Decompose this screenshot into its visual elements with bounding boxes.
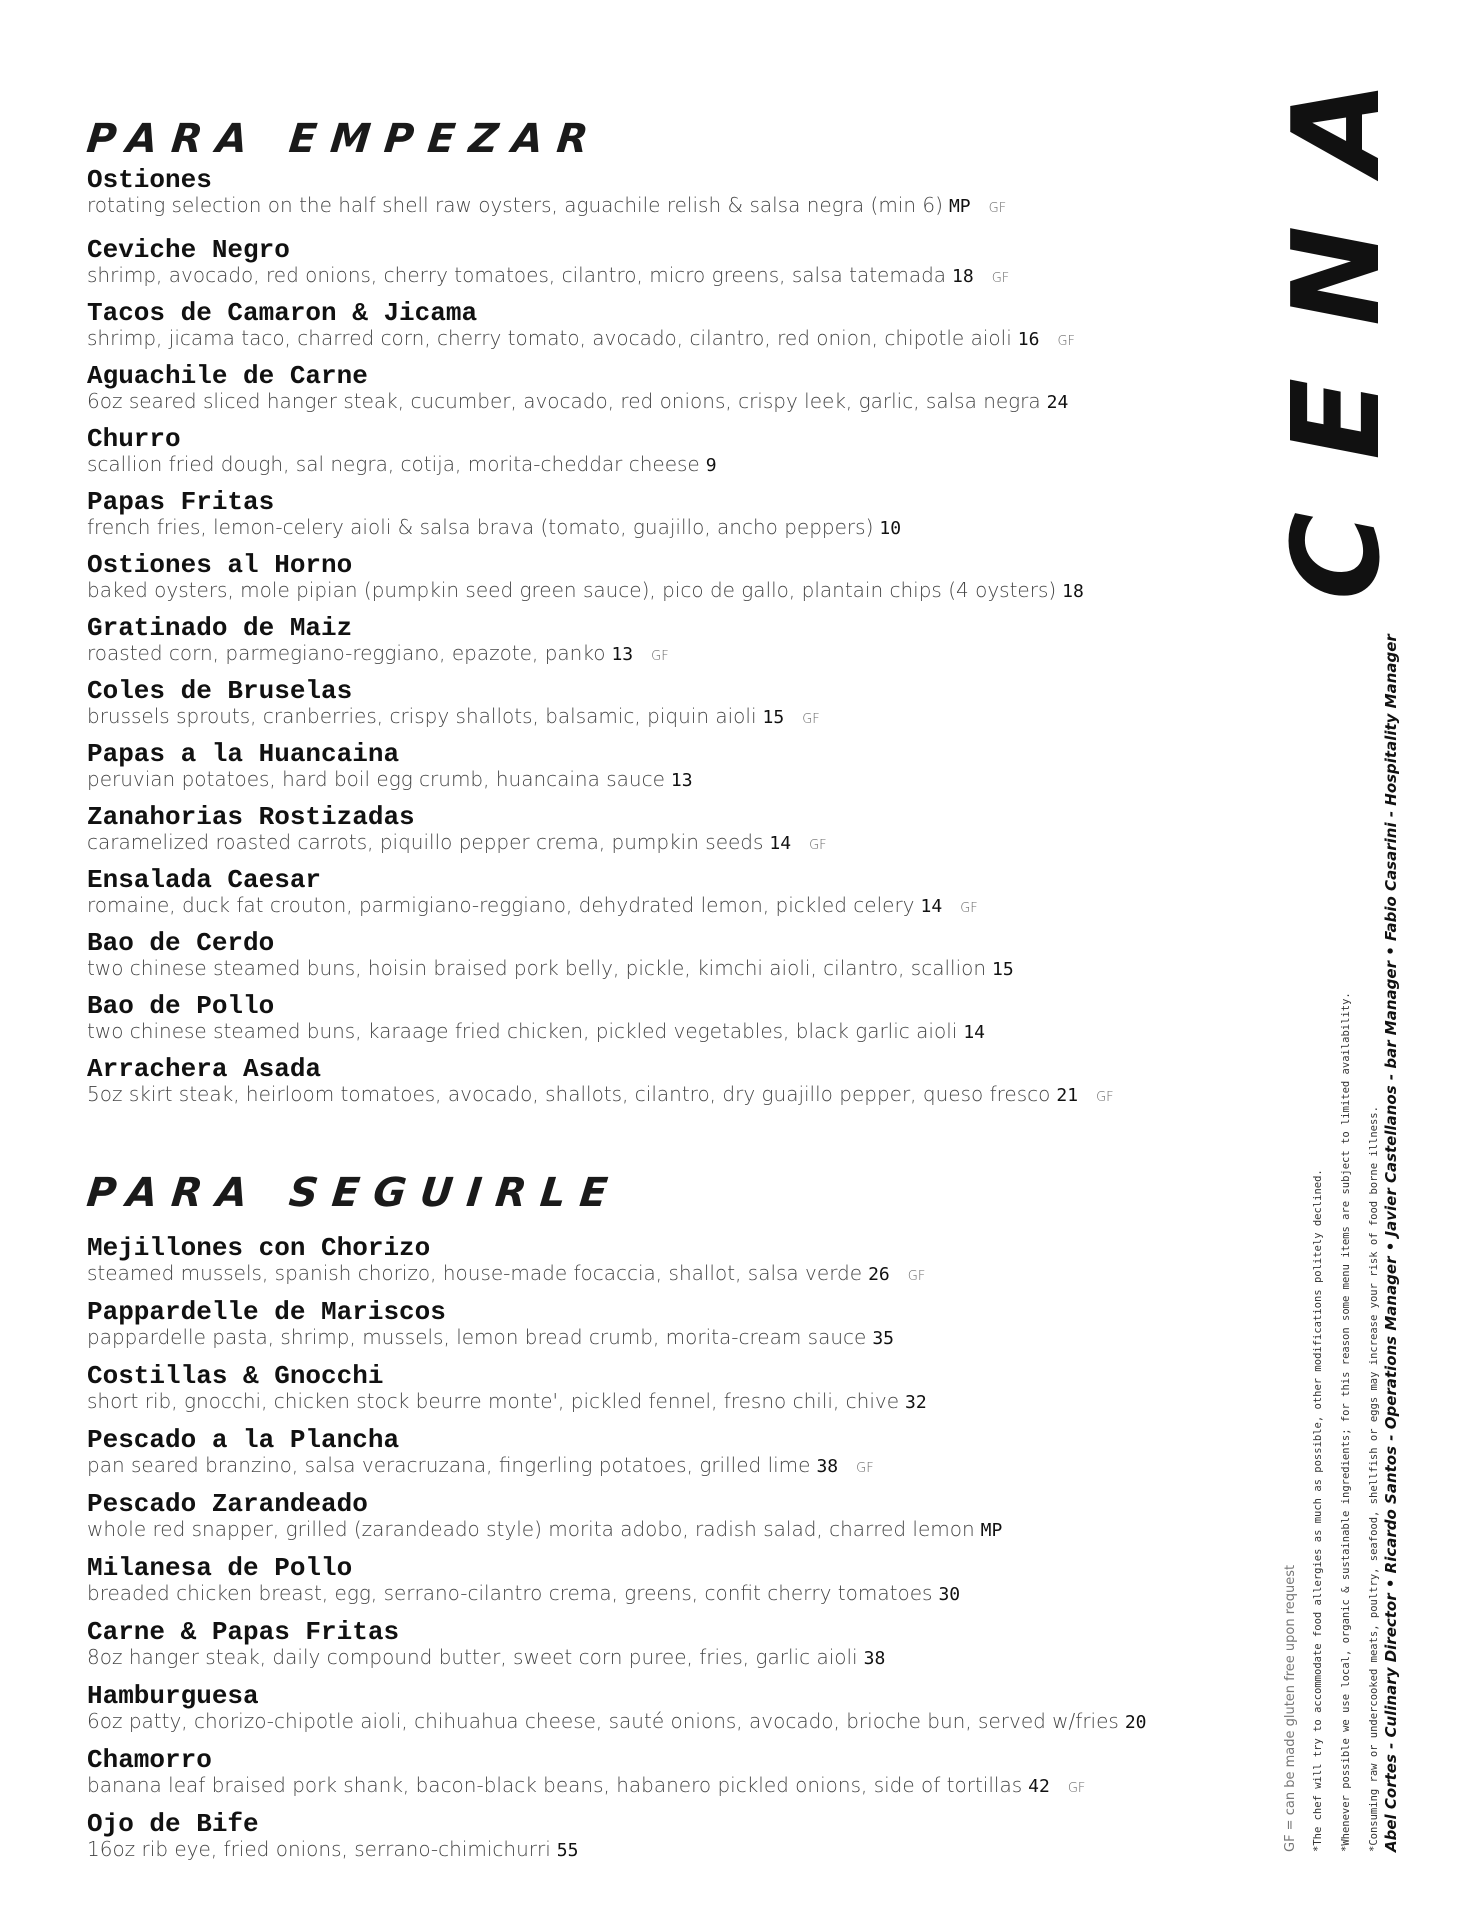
item-price: 21: [1056, 1085, 1079, 1106]
item-name: Pescado a la Plancha: [87, 1425, 400, 1455]
item-name: Ojo de Bife: [87, 1809, 259, 1839]
item-name: Mejillones con Chorizo: [87, 1233, 431, 1263]
item-price: 10: [879, 518, 902, 539]
menu-item: [87, 1427, 1237, 1491]
menu-item: [87, 741, 1237, 804]
item-name: Carne & Papas Fritas: [87, 1617, 400, 1647]
item-description-line: [87, 193, 1237, 221]
item-description-line: [87, 1325, 1237, 1351]
item-price: 55: [556, 1840, 579, 1861]
menu-item: [87, 1555, 1237, 1619]
menu-item: [87, 1491, 1237, 1555]
item-description: caramelized roasted carrots, piquillo pepper crema, pumpkin seeds: [87, 830, 764, 854]
item-description: 6oz seared sliced hanger steak, cucumber, avocado, red onions, crispy leek, garlic, salsa negra: [87, 389, 1041, 413]
gluten-free-badge: GF: [1057, 334, 1075, 349]
item-description: whole red snapper, grilled (zarandeado style) morita adobo, radish salad, charred lemon: [87, 1517, 975, 1541]
item-description: rotating selection on the half shell raw oysters, aguachile relish & salsa negra (min 6): [87, 193, 943, 217]
item-name: Bao de Cerdo: [87, 928, 275, 958]
item-description: two chinese steamed buns, hoisin braised pork belly, pickle, kimchi aioli, cilantro, scallion: [87, 956, 987, 980]
item-name: Bao de Pollo: [87, 991, 275, 1021]
item-description: short rib, gnocchi, chicken stock beurre monte', pickled fennel, fresno chili, chive: [87, 1389, 900, 1413]
item-description-line: [87, 1517, 1237, 1543]
item-description-line: [87, 263, 1237, 291]
item-description-line: [87, 1389, 1237, 1415]
item-price: 14: [769, 833, 792, 854]
menu-item: [87, 363, 1237, 426]
section-para-empezar: [84, 115, 1237, 1119]
item-name: Hamburguesa: [87, 1681, 259, 1711]
menu-item: [87, 804, 1237, 867]
menu-item: [87, 167, 1237, 237]
item-price: 13: [670, 770, 693, 791]
gluten-free-badge: GF: [802, 712, 820, 727]
item-price: 14: [963, 1022, 985, 1043]
item-name: Ceviche Negro: [87, 235, 290, 265]
menu-item: [87, 426, 1237, 489]
item-price: 35: [872, 1328, 895, 1349]
item-name: Aguachile de Carne: [87, 361, 368, 391]
item-description: romaine, duck fat crouton, parmigiano-reggiano, dehydrated lemon, pickled celery: [87, 893, 915, 917]
item-name: Papas Fritas: [87, 487, 275, 517]
menu-item: [87, 867, 1237, 930]
menu-item: [87, 1056, 1237, 1119]
item-description-line: [87, 1261, 1237, 1289]
item-description: 5oz skirt steak, heirloom tomatoes, avocado, shallots, cilantro, dry guajillo pepper, queso fresco: [87, 1082, 1051, 1106]
item-price: 24: [1046, 392, 1069, 413]
item-description-line: [87, 326, 1237, 354]
item-price: MP: [980, 1520, 1003, 1541]
item-name: Ostiones: [87, 165, 212, 195]
item-price: 30: [938, 1584, 961, 1605]
allergy-note: *The chef will try to accommodate food allergies as much as possible, other modifications politely declined.: [1312, 1169, 1324, 1852]
item-price: 14: [920, 896, 943, 917]
item-description: baked oysters, mole pipian (pumpkin seed green sauce), pico de gallo, plantain chips (4 oysters): [87, 578, 1057, 602]
item-description: peruvian potatoes, hard boil egg crumb, huancaina sauce: [87, 767, 665, 791]
gluten-free-badge: GF: [907, 1269, 926, 1284]
item-name: Ostiones al Horno: [87, 550, 353, 580]
item-price: 16: [1017, 329, 1040, 350]
item-price: 26: [868, 1264, 890, 1285]
item-description: 8oz hanger steak, daily compound butter, sweet corn puree, fries, garlic aioli: [87, 1645, 858, 1669]
section-para-seguirle: [84, 1169, 1237, 1875]
item-name: Gratinado de Maiz: [87, 613, 353, 643]
menu-item: [87, 1299, 1237, 1363]
menu-item: [87, 1619, 1237, 1683]
item-description-line: [87, 1645, 1237, 1671]
item-name: Arrachera Asada: [87, 1054, 322, 1084]
item-price: 38: [816, 1456, 839, 1477]
menu-item: [87, 678, 1237, 741]
item-description: pan seared branzino, salsa veracruzana, fingerling potatoes, grilled lime: [87, 1453, 811, 1477]
item-description-line: [87, 767, 1237, 793]
item-description-line: [87, 515, 1237, 541]
item-description: scallion fried dough, sal negra, cotija, morita-cheddar cheese: [87, 452, 700, 476]
item-description-line: [87, 830, 1237, 858]
item-name: Zanahorias Rostizadas: [87, 802, 415, 832]
item-description: 16oz rib eye, fried onions, serrano-chimichurri: [87, 1837, 551, 1861]
item-description: breaded chicken breast, egg, serrano-cilantro crema, greens, confit cherry tomatoes: [87, 1581, 933, 1605]
item-price: 9: [705, 455, 717, 476]
raw-food-warning: *Consuming raw or undercooked meats, poultry, seafood, shellfish or eggs may increase your risk of food borne illness.: [1368, 1106, 1380, 1852]
item-description-line: [87, 704, 1237, 732]
menu-item: [87, 930, 1237, 993]
menu-column: [84, 115, 1237, 1875]
item-price: MP: [948, 196, 971, 217]
gluten-free-badge: GF: [651, 649, 669, 664]
gluten-free-badge: GF: [809, 838, 827, 853]
item-name: Pappardelle de Mariscos: [87, 1297, 446, 1327]
gluten-free-badge: GF: [988, 201, 1007, 216]
item-price: 18: [952, 266, 974, 287]
gluten-free-badge: GF: [1096, 1090, 1114, 1105]
item-description: two chinese steamed buns, karaage fried chicken, pickled vegetables, black garlic aioli: [87, 1019, 958, 1043]
item-name: Pescado Zarandeado: [87, 1489, 368, 1519]
menu-item: [87, 615, 1237, 678]
item-list: [87, 167, 1237, 1119]
item-description-line: [87, 1581, 1237, 1607]
item-description-line: [87, 956, 1237, 982]
section-title: PARA EMPEZAR: [84, 116, 605, 162]
item-description-line: [87, 1709, 1237, 1735]
item-price: 15: [992, 959, 1014, 980]
menu-item: [87, 1811, 1237, 1875]
menu-item: [87, 552, 1237, 615]
item-price: 13: [611, 644, 634, 665]
item-name: Churro: [87, 424, 181, 454]
item-description-line: [87, 578, 1237, 604]
item-description: banana leaf braised pork shank, bacon-black beans, habanero pickled onions, side of tortillas: [87, 1773, 1023, 1797]
gluten-free-badge: GF: [960, 901, 978, 916]
item-name: Papas a la Huancaina: [87, 739, 400, 769]
item-description-line: [87, 1019, 1237, 1045]
item-description-line: [87, 893, 1237, 921]
item-price: 32: [905, 1392, 927, 1413]
item-description-line: [87, 1453, 1237, 1481]
item-description-line: [87, 1837, 1237, 1863]
gluten-free-badge: GF: [856, 1461, 874, 1476]
item-name: Tacos de Camaron & Jicama: [87, 298, 478, 328]
gluten-free-note: GF = can be made gluten free upon request: [1283, 1564, 1298, 1852]
item-description: steamed mussels, spanish chorizo, house-made focaccia, shallot, salsa verde: [87, 1261, 863, 1285]
section-title: PARA SEGUIRLE: [84, 1170, 624, 1216]
item-description: 6oz patty, chorizo-chipotle aioli, chihuahua cheese, sauté onions, avocado, brioche bun, served w/fries: [87, 1709, 1119, 1733]
item-description-line: [87, 641, 1237, 669]
item-description-line: [87, 1082, 1237, 1110]
item-description-line: [87, 452, 1237, 478]
item-description-line: [87, 1773, 1237, 1801]
menu-item: [87, 300, 1237, 363]
cena-title: CENA: [1268, 28, 1407, 600]
item-price: 38: [863, 1648, 886, 1669]
menu-item: [87, 993, 1237, 1056]
menu-item: [87, 489, 1237, 552]
item-price: 20: [1124, 1712, 1147, 1733]
item-description: roasted corn, parmegiano-reggiano, epazote, panko: [87, 641, 606, 665]
item-description: pappardelle pasta, shrimp, mussels, lemon bread crumb, morita-cream sauce: [87, 1325, 867, 1349]
menu-item: [87, 1747, 1237, 1811]
menu-item: [87, 1235, 1237, 1299]
item-price: 15: [762, 707, 785, 728]
sourcing-note: *Whenever possible we use local, organic & sustainable ingredients; for this reason some menu items are subject to limited availability.: [1340, 992, 1352, 1852]
menu-item: [87, 1363, 1237, 1427]
item-name: Coles de Bruselas: [87, 676, 353, 706]
item-name: Costillas & Gnocchi: [87, 1361, 384, 1391]
menu-item: [87, 1683, 1237, 1747]
item-price: 42: [1028, 1776, 1050, 1797]
item-price: 18: [1062, 581, 1084, 602]
item-description: french fries, lemon-celery aioli & salsa brava (tomato, guajillo, ancho peppers): [87, 515, 874, 539]
item-description: shrimp, avocado, red onions, cherry tomatoes, cilantro, micro greens, salsa tatemada: [87, 263, 947, 287]
item-name: Ensalada Caesar: [87, 865, 322, 895]
gluten-free-badge: GF: [991, 271, 1010, 286]
staff-credits: Abel Cortes - Culinary Director • Ricardo Santos - Operations Manager • Javier Castellanos - bar Manager • Fabio Casarini - Hospitality Manager: [1382, 634, 1400, 1852]
item-description: brussels sprouts, cranberries, crispy shallots, balsamic, piquin aioli: [87, 704, 757, 728]
item-list: [87, 1235, 1237, 1875]
item-name: Milanesa de Pollo: [87, 1553, 353, 1583]
menu-item: [87, 237, 1237, 300]
item-name: Chamorro: [87, 1745, 212, 1775]
item-description-line: [87, 389, 1237, 415]
gluten-free-badge: GF: [1067, 1781, 1086, 1796]
item-description: shrimp, jicama taco, charred corn, cherry tomato, avocado, cilantro, red onion, chipotle aioli: [87, 326, 1012, 350]
